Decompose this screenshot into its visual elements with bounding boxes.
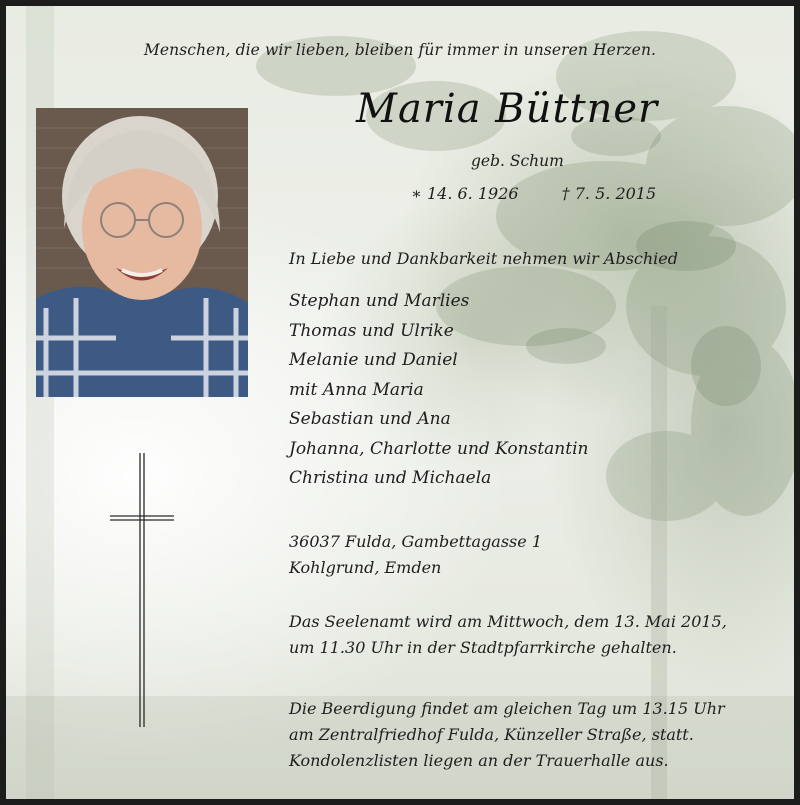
deceased-name: Maria Büttner xyxy=(356,86,659,132)
family-line: mit Anna Maria xyxy=(289,379,424,400)
cross-icon xyxy=(106,449,178,729)
family-list xyxy=(289,287,588,494)
address-line: Kohlgrund, Emden xyxy=(289,558,442,577)
burial-line: Die Beerdigung findet am gleichen Tag um 13.15 Uhr xyxy=(289,699,725,718)
mass-line: Das Seelenamt wird am Mittwoch, dem 13. Mai 2015, xyxy=(289,612,727,631)
family-line: Melanie und Daniel xyxy=(289,350,458,370)
requiem-mass-info xyxy=(289,609,727,661)
death-date: † 7. 5. 2015 xyxy=(561,184,657,203)
birth-name: geb. Schum xyxy=(471,152,564,170)
farewell-intro: In Liebe und Dankbarkeit nehmen wir Abschied xyxy=(289,249,679,268)
life-dates xyxy=(411,184,656,203)
burial-line: Kondolenzlisten liegen an der Trauerhalle aus. xyxy=(289,751,669,770)
portrait-photo xyxy=(36,108,248,397)
family-line: Johanna, Charlotte und Konstantin xyxy=(289,438,589,459)
family-line: Thomas und Ulrike xyxy=(289,320,454,341)
tagline: Menschen, die wir lieben, bleiben für immer in unseren Herzen. xyxy=(143,41,657,59)
family-line: Christina und Michaela xyxy=(289,468,492,488)
family-line: Stephan und Marlies xyxy=(289,291,470,311)
mass-line: um 11.30 Uhr in der Stadtpfarrkirche gehalten. xyxy=(289,638,677,657)
birth-date: ∗ 14. 6. 1926 xyxy=(411,184,519,203)
address-line: 36037 Fulda, Gambettagasse 1 xyxy=(289,532,542,551)
burial-info xyxy=(289,696,725,774)
address-block xyxy=(289,529,542,581)
burial-line: am Zentralfriedhof Fulda, Künzeller Straße, statt. xyxy=(289,725,694,744)
family-line: Sebastian und Ana xyxy=(289,409,451,429)
